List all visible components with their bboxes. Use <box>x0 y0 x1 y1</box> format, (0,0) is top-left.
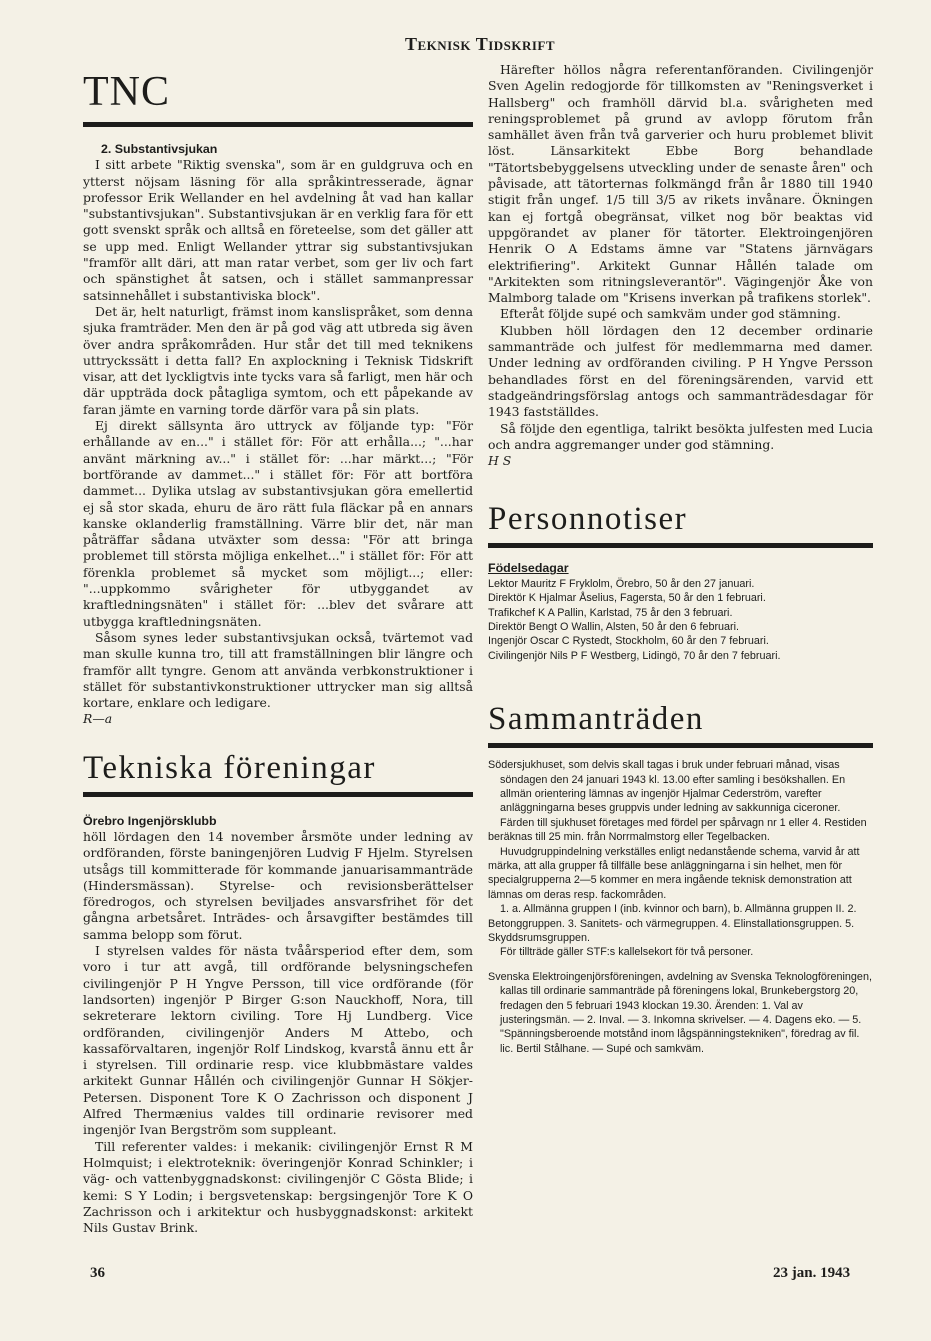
tnc-paragraph: Såsom synes leder substantivsjukan också, tvärtemot vad man skulle kunna tro, till att framställningen blir längre och framför allt tyngre. Genom att använda verbkonstruktioner i stället för substantivkonstruktioner uttrycker man sig alltså kortare, enklare och ledigare. <box>83 629 473 711</box>
club-paragraph: Efteråt följde supé och samkväm under god stämning. <box>500 306 841 322</box>
masthead: Teknisk Tidskrift <box>404 34 556 54</box>
personnotiser-title: Personnotiser <box>488 501 688 538</box>
tnc-paragraph: Det är, helt naturligt, främst inom kanslispråket, som denna sjuka framträder. Men den är på god väg att utbreda sig även över andra språkområden. Hur står det till med teknikens uttryckssätt i detta fall? En axplockning i Teknisk Tidskrift visar, att det lyckligtvis inte tycks vara så farligt, men här och där uppträda dock påtagliga symtom, och ett påpekande av faran jämte en varning torde därför vara på sin plats. <box>83 303 473 417</box>
birthday-item: Ingenjör Oscar C Rystedt, Stockholm, 60 år den 7 februari. <box>488 635 769 648</box>
foreningar-rule <box>83 792 473 797</box>
sammantraden-title: Sammanträden <box>488 701 704 738</box>
issue-date: 23 jan. 1943 <box>773 1265 851 1281</box>
tnc-signature: R—a <box>83 711 113 727</box>
club-signature: H S <box>488 453 512 469</box>
sodersjukhuset-paragraph: För tillträde gäller STF:s kallelsekort för två personer. <box>500 946 754 959</box>
sammantraden-body <box>488 758 873 1056</box>
tnc-paragraph: I sitt arbete "Riktig svenska", som är en guldgruva och en ytterst nöjsam läsning för alla språkintresserade, ägnar professor Erik Wellander en hel avdelning åt vad han kallar "substantivsjukan". Substantivsjukan är en verklig fara för ett gott svenskt språk och alltså en företeelse, som det gäller att se upp med. Enligt Wellander yttrar sig substantivsjukan "framför allt däri, att man ratar verbet, som ger liv och fart och spänstighet åt satsen, och i stället sammanpressar satsinnehållet i substantiviska block". <box>83 157 473 303</box>
club-paragraph: Till referenter valdes: i mekanik: civilingenjör Ernst R M Holmquist; i elektroteknik: överingenjör Konrad Schinkler; i väg- och vattenbyggnadskonst: civilingenjör C Gösta Blide; i kemi: S Y Lodin; i bergsvetenskap: bergsingenjör Tore K O Zachrisson och i arkitektur och husbyggnadskonst: arkitekt Nils Gustav Brink. <box>83 1138 473 1236</box>
tnc-rule <box>83 122 473 127</box>
club-paragraph: Så följde den egentliga, talrikt besökta julfesten med Lucia och andra aggremanger under god stämning. <box>488 420 873 452</box>
sodersjukhuset-paragraph: Huvudgruppindelning verkställes enligt nedanstående schema, varvid år att märka, att alla grupper få tillfälle bese anläggningarna i sin helhet, men för specialgrupperna 2—5 kommer en mera ingående teknisk demonstration att lämnas om deras resp. fackområden. <box>488 845 860 901</box>
page-number: 36 <box>90 1265 105 1281</box>
sodersjukhuset-paragraph: Södersjukhuset, som delvis skall tagas i bruk under februari månad, visas söndagen den 24 januari 1943 kl. 13.00 efter samling i besökshallen. En allmän orientering lämnas av ingenjör Hjalmar Cederström, varefter anläggningarna beses gruppvis under ledning av sakkunniga ciceroner. <box>488 759 846 815</box>
tnc-section-heading: 2. Substantivsjukan <box>101 142 218 156</box>
club-paragraph: höll lördagen den 14 november årsmöte under ledning av ordföranden, förste baningenjören Ludvig F Hjelm. Styrelsen utsågs till kommitterade för kommande januarisammanträde (Hindersmässan). Styrelse- och revisionsberättelser föredrogos, och styrelsen beviljades ansvarsfrihet för det gångna arbetsåret. Inträdes- och årsavgifter bestämdes till samma belopp som förut. <box>83 828 473 942</box>
birthday-item: Direktör K Hjalmar Åselius, Fagersta, 50 år den 1 februari. <box>488 592 766 605</box>
sodersjukhuset-paragraph: Färden till sjukhuset företages med fördel per spårvagn nr 1 eller 4. Restiden beräknas till 25 min. från Norrmalmstorg eller Tegelbacken. <box>488 816 867 844</box>
fodelsedagar-heading: Födelsedagar <box>488 561 569 576</box>
sammantraden-rule <box>488 743 873 748</box>
club-paragraph: I styrelsen valdes för nästa tvåårsperiod efter dem, som voro i tur att avgå, till ordförande belysningschefen civilingenjör P H Yngve Persson, till vice ordförande (för landsorten) ingenjör P Birger G:son Nauckhoff, Nora, till sekreterare lektorn civiling. Tore Hj Lundberg. Vice ordföranden, civilingenjör Anders M Attebo, och kassaförvaltaren, ingenjör Rolf Lindskog, kvarstå ännu ett år i styrelsen. Till ordinarie resp. vice klubbmästare valdes arkitekt Gunnar Hållén och civilingenjör Gunnar H Sökjer-Petersen. Disponent Tore K O Zachrisson och disponent J Alfred Thermænius valdes till ordinarie revisorer med ingenjör Ivan Bergström som suppleant. <box>83 943 473 1138</box>
birthday-item: Trafikchef K A Pallin, Karlstad, 75 år den 3 februari. <box>488 606 733 619</box>
club-paragraph: Klubben höll lördagen den 12 december ordinarie sammanträde och julfest för medlemmarna med damer. Under ledning av ordföranden civiling. P H Yngve Persson behandlades först en del föreningsärenden, varvid ett stadgeändringsförslag antogs och sammanträdesdagar för 1943 fastställdes. <box>488 322 873 420</box>
personnotiser-rule <box>488 543 873 548</box>
birthday-list <box>488 577 873 663</box>
club-paragraph: Härefter höllos några referentanföranden. Civilingenjör Sven Agelin redogjorde för tillkomsten av "Reningsverket i Hallsberg" och framhöll därvid bl.a. svårigheten med reningsproblemet på grund av avlopp förutom från samhället även från två garverier och huru problemet blivit löst. Länsarkitekt Ebbe Borg behandlade "Tätortsbebyggelsens utveckling under de senaste åren" och påvisade, att tätorternas folkmängd från år 1880 till 1940 stigit från ungef. 1/5 till 3/5 av rikets invånare. Ökningen kan ej fortgå obegränsat, vilket nog bör beaktas vid uppgörandet av planer för tätorter. Elektroingenjören Henrik O A Edstams ämne var "Statens järnvägars elektrifiering". Arkitekt Gunnar Hållén talade om "Arkitekten som ritningsleverantör". Vägingenjör Åke von Malmborg talade om "Krisens inverkan på trafikens storlek". <box>488 62 873 306</box>
right-column <box>488 62 873 1056</box>
sodersjukhuset-paragraph: 1. a. Allmänna gruppen I (inb. kvinnor och barn), b. Allmänna gruppen II. 2. Betonggruppen. 3. Sanitets- och värmegruppen. 4. Elinstallationsgruppen. 5. Skyddsrumsgruppen. <box>488 903 857 945</box>
foreningar-title: Tekniska föreningar <box>83 749 376 786</box>
svenska-paragraph: Svenska Elektroingenjörsföreningen, avdelning av Svenska Teknologföreningen, kallas till ordinarie sammanträde på föreningens lokal, Brunkebergstorg 20, fredagen den 5 februari 1943 klockan 19.30. Ärenden: 1. Val av justeringsmän. — 2. Inval. — 3. Inkomna skrivelser. — 4. Dagens eko. — 5. "Spänningsberoende motstånd inom lågspänningstekniken", föredrag av fil. lic. Bertil Stålhane. — Supé och samkväm. <box>488 970 872 1055</box>
left-column <box>83 62 473 1236</box>
tnc-paragraph: Ej direkt sällsynta äro uttryck av följande typ: "För erhållande av en..." i stället för: För att erhålla...; "...har använt märkning av..." i stället för: ...har märkt...; "För bortförande av dammet..." i stället för: För att bortföra dammet... Dylika utslag av substantivsjukan göra emellertid ej så stor skada, ehuru de äro rätt fula fläckar på en annars kanske oklanderlig framställning. Värre blir det, när man påträffar sådana utväxter som dessa: "För att bringa problemet till största möjliga enkelhet..." i stället för: För att förenkla problemet så mycket som möjligt...; eller: "...uppkommo svårigheter för utbyggandet av kraftledningsnäten" i stället för: ...blev det svårare att utbygga kraftledningsnäten. <box>83 418 473 629</box>
birthday-item: Direktör Bengt O Wallin, Alsten, 50 år den 6 februari. <box>488 620 740 633</box>
tnc-title: TNC <box>83 69 170 115</box>
birthday-item: Civilingenjör Nils P F Westberg, Lidingö, 70 år den 7 februari. <box>488 649 781 662</box>
birthday-item: Lektor Mauritz F Fryklolm, Örebro, 50 år den 27 januari. <box>488 577 755 590</box>
club-heading: Örebro Ingenjörsklubb <box>83 813 217 828</box>
